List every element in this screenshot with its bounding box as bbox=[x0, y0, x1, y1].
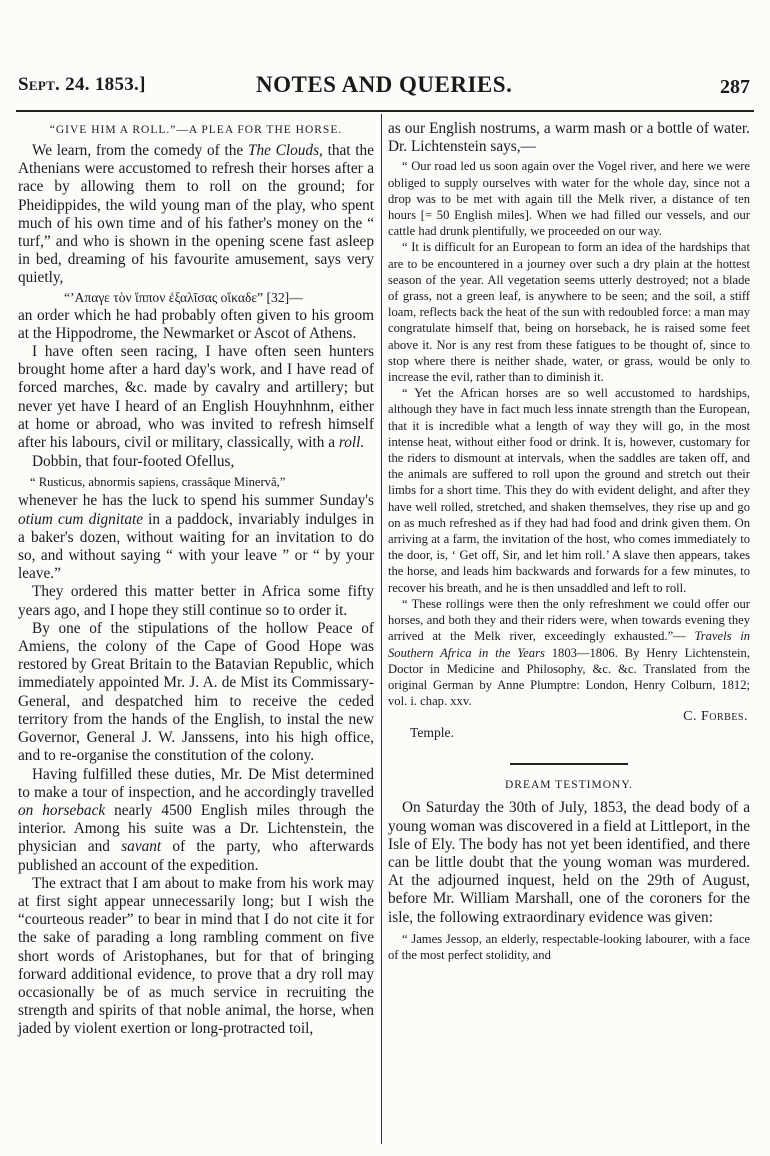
quotation-paragraph: “ It is difficult for an European to form an idea of the hardships that are to be encountered in a journey over such a dry plain at the hottest season of the year. All vegetation seems utterly destroyed; not a blade of grass, not a green leaf, is anywhere to be seen; and the soil, a stiff loam, reflects back the heat of the sun with redoubled force: a man may congratulate himself that, being on horseback, he is raised some feet above it. Nor is any rest from these fatigues to be thought of, since to stop where there is neither shade, water, or grass, would be only to increase the evil, rather than to diminish it. bbox=[388, 240, 750, 385]
page bbox=[16, 0, 754, 1156]
paragraph: We learn, from the comedy of the The Clouds, that the Athenians were accustomed to refresh their horses after a race by allowing them to roll on the ground; for Pheidippides, the wild young man of the play, who spent much of his own time and of his father's money on the “ turf,” and who is shown in the opening scene fast asleep in bed, dreaming of his favourite amusement, says very quietly, bbox=[18, 142, 374, 287]
paragraph: Dobbin, that four-footed Ofellus, bbox=[32, 453, 235, 471]
page-number: 287 bbox=[720, 76, 750, 98]
paragraph: whenever he has the luck to spend his summer Sunday's otium cum dignitate in a paddock, invariably indulges in a baker's dozen, without waiting for an invitation to do so, and without saying “ with your leave ” or “ by your leave.” bbox=[18, 492, 374, 583]
paragraph: Having fulfilled these duties, Mr. De Mist determined to make a tour of inspection, and he accordingly travelled on horseback nearly 4500 English miles through the interior. Among his suite was a Dr. Lichtenstein, the physician and savant of the party, who afterwards published an account of the expedition. bbox=[18, 765, 374, 874]
article-separator bbox=[510, 763, 628, 765]
quotation-paragraph: “ James Jessop, an elderly, respectable-looking labourer, with a face of the most perfect stolidity, and bbox=[388, 931, 750, 962]
quotation-paragraph: “ These rollings were then the only refreshment we could offer our horses, and both they and their riders were, when towards evening they arrived at the Melk river, exceedingly exhausted.”— Travels in Southern Africa in the Years 1803—1806. By Henry Lichtenstein, Doctor in Medicine and Philosophy, &c. &c. Translated from the original German by Anne Plumptre: London, Henry Colburn, 1812; vol. i. chap. xxv. bbox=[388, 596, 751, 709]
author-location: Temple. bbox=[410, 725, 454, 741]
right-column bbox=[388, 118, 750, 963]
column-divider bbox=[381, 114, 382, 1144]
header-rule bbox=[16, 110, 754, 112]
paragraph: On Saturday the 30th of July, 1853, the dead body of a young woman was discovered in a field at Littleport, in the Isle of Ely. The body has not yet been identified, and there can be little doubt that the young woman was murdered. At the adjourned inquest, held on the 29th of August, before Mr. William Marshall, one of the coroners for the isle, the following extraordinary evidence was given: bbox=[388, 799, 750, 926]
quotation-paragraph: “ Yet the African horses are so well accustomed to hardships, although they have in fact much less innate strength than the European, that it is incredible what a length of way they will go, in the most intense heat, without either food or drink. It is, however, customary for the riders to dismount at intervals, when the saddles are taken off, and the animals are suffered to roll upon the ground and stretch out their limbs for a short time. This they do with evident delight, and after they have well rolled, stretched, and shaken themselves, they rise up and go on as much refreshed as if they had had food and drink given them. On arriving at a farm, the invitation of the host, who comes immediately to the door, is, ‘ Get off, Sir, and let him roll.’ A slave then appears, takes the horse, and leads him backwards and forwards for a few minutes, to recover his breath, and he is then unsaddled and left to roll. bbox=[388, 386, 750, 595]
greek-quotation: “’Απαγε τὸν ἵππον ἐξαλῖσας οἴκαδε” [32]— bbox=[64, 289, 303, 305]
journal-title: NOTES AND QUERIES. bbox=[256, 72, 513, 97]
paragraph: The extract that I am about to make from his work may at first sight appear unnecessarily long; but I wish the “courteous reader” to bear in mind that I do not cite it for the sake of parading a long rambling comment on five short words of Aristophanes, but for that of bringing forward additional evidence, to prove that a dry roll may occasionally be of as much service in recruiting the strength and spirits of that noble animal, the horse, when jaded by violent exertion or long-protracted toil, bbox=[18, 874, 374, 1038]
header-date: Sept. 24. 1853.] bbox=[18, 74, 146, 95]
article-heading: DREAM TESTIMONY. bbox=[504, 779, 634, 792]
paragraph: They ordered this matter better in Africa some fifty years ago, and I hope they still continue so to order it. bbox=[18, 583, 374, 619]
latin-verse: “ Rusticus, abnormis sapiens, crassâque Minervâ,” bbox=[30, 475, 286, 490]
paragraph: I have often seen racing, I have often seen hunters brought home after a hard day's work, and I have read of forced marches, &c. made by cavalry and artillery; but never yet have I heard of an English Houyhnhnm, either at home or abroad, who was invited to refresh himself after his labours, civil or military, classically, with a roll. bbox=[18, 343, 374, 452]
paragraph: By one of the stipulations of the hollow Peace of Amiens, the colony of the Cape of Good Hope was restored by Great Britain to the Batavian Republic, which immediately appointed Mr. J. A. de Mist its Commissary-General, and despatched him to receive the ceded territory from the hands of the English, to instal the new Governor, General J. W. Janssens, into his high office, and to re-organise the constitution of the colony. bbox=[18, 619, 374, 765]
page-header bbox=[16, 72, 754, 106]
paragraph: as our English nostrums, a warm mash or a bottle of water. Dr. Lichtenstein says,— bbox=[388, 120, 750, 156]
quotation-paragraph: “ Our road led us soon again over the Vogel river, and here we were obliged to supply ourselves with water for the whole day, since not a drop was to be met with again till the Melk river, a distance of ten hours [= 50 English miles]. When we had filled our vessels, and our cattle had drunk plentifully, we proceeded on our way. bbox=[388, 159, 750, 239]
left-column bbox=[18, 118, 374, 1039]
paragraph: an order which he had probably often given to his groom at the Hippodrome, the Newmarket or Ascot of Athens. bbox=[18, 306, 374, 342]
author-signature: C. Forbes. bbox=[683, 709, 748, 725]
article-heading: “GIVE HIM A ROLL.”—A PLEA FOR THE HORSE. bbox=[49, 124, 343, 136]
